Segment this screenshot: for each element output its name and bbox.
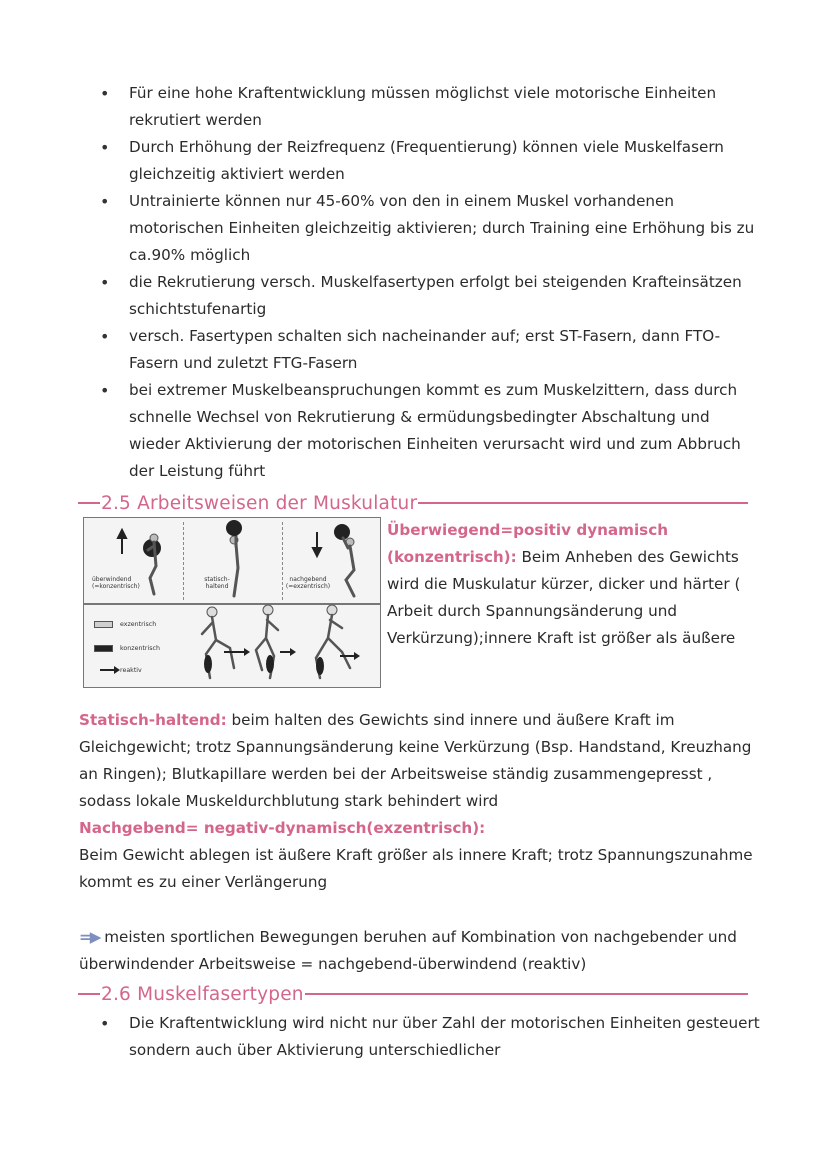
section-title: 2.5 Arbeitsweisen der Muskulatur: [101, 492, 418, 514]
conclusion-paragraph: [79, 924, 759, 978]
legend-reactive: reaktiv: [120, 667, 142, 674]
double-arrow-icon: =▶: [79, 928, 100, 946]
list-item: • Die Kraftentwicklung wird nicht nur über Zahl der motorischen Einheiten gesteuert sondern auch über Aktivierung unterschiedlicher: [100, 1010, 760, 1064]
static-heading: Statisch-haltend:: [79, 711, 227, 729]
section-heading-muscle-work: [78, 491, 748, 515]
list-item: • versch. Fasertypen schalten sich nacheinander auf; erst ST-Fasern, dann FTO-Fasern und zuletzt FTG-Fasern: [100, 323, 760, 377]
legend-concentric: konzentrisch: [120, 645, 160, 652]
static-paragraph: [79, 707, 759, 896]
list-item: • Durch Erhöhung der Reizfrequenz (Frequentierung) können viele Muskelfasern gleichzeitig aktiviert werden: [100, 134, 760, 188]
overcoming-heading-2: (konzentrisch):: [387, 548, 517, 566]
yielding-heading: Nachgebend= negativ-dynamisch(exzentrisch):: [79, 819, 486, 837]
muscle-work-figure: [83, 517, 381, 688]
section-heading-fiber-types: [78, 982, 748, 1006]
overcoming-heading-1: Überwiegend=positiv dynamisch: [387, 521, 669, 539]
bullet-list-bottom: [100, 1010, 760, 1064]
label-static: statisch- haltend: [204, 576, 230, 590]
yielding-text: Beim Gewicht ablegen ist äußere Kraft größer als innere Kraft; trotz Spannungszunahme kommt es zu einer Verlängerung: [79, 846, 753, 891]
list-item: • die Rekrutierung versch. Muskelfasertypen erfolgt bei steigenden Krafteinsätzen schichtstufenartig: [100, 269, 760, 323]
bullet-list-top: [100, 80, 760, 485]
legend-swatch-eccentric: [94, 621, 113, 628]
overcoming-text: Beim Anheben des Gewichts wird die Muskulatur kürzer, dicker und härter ( Arbeit durch Spannungsänderung und Verkürzung);innere Kraft ist größer als äußere: [387, 548, 741, 647]
label-overcoming: überwindend (=konzentrisch): [92, 576, 140, 590]
legend-eccentric: exzentrisch: [120, 621, 157, 628]
muscle-work-illustration: [84, 518, 379, 686]
conclusion-text: meisten sportlichen Bewegungen beruhen auf Kombination von nachgebender und überwindender Arbeitsweise = nachgebend-überwindend (reaktiv): [79, 928, 737, 973]
static-text: beim halten des Gewichts sind innere und äußere Kraft im Gleichgewicht; trotz Spannungsänderung keine Verkürzung (Bsp. Handstand, Kreuzhang an Ringen); Blutkapillare werden bei der Arbeitsweise ständig zusammengepresst , sodass lokale Muskeldurchblutung stark behindert wird: [79, 711, 752, 810]
list-item: • bei extremer Muskelbeanspruchungen kommt es zum Muskelzittern, dass durch schnelle Wechsel von Rekrutierung & ermüdungsbedingter Abschaltung und wieder Aktivierung der motorischen Einheiten verursacht wird und zum Abbruch der Leistung führt: [100, 377, 760, 485]
legend-swatch-concentric: [94, 645, 113, 652]
overcoming-description: [387, 517, 747, 652]
list-item: • Für eine hohe Kraftentwicklung müssen möglichst viele motorische Einheiten rekrutiert werden: [100, 80, 760, 134]
label-yielding: nachgebend (=exzentrisch): [285, 576, 331, 590]
list-item: • Untrainierte können nur 45-60% von den in einem Muskel vorhandenen motorischen Einheiten gleichzeitig aktivieren; durch Training eine Erhöhung bis zu ca.90% möglich: [100, 188, 760, 269]
section-title: 2.6 Muskelfasertypen: [101, 983, 304, 1005]
